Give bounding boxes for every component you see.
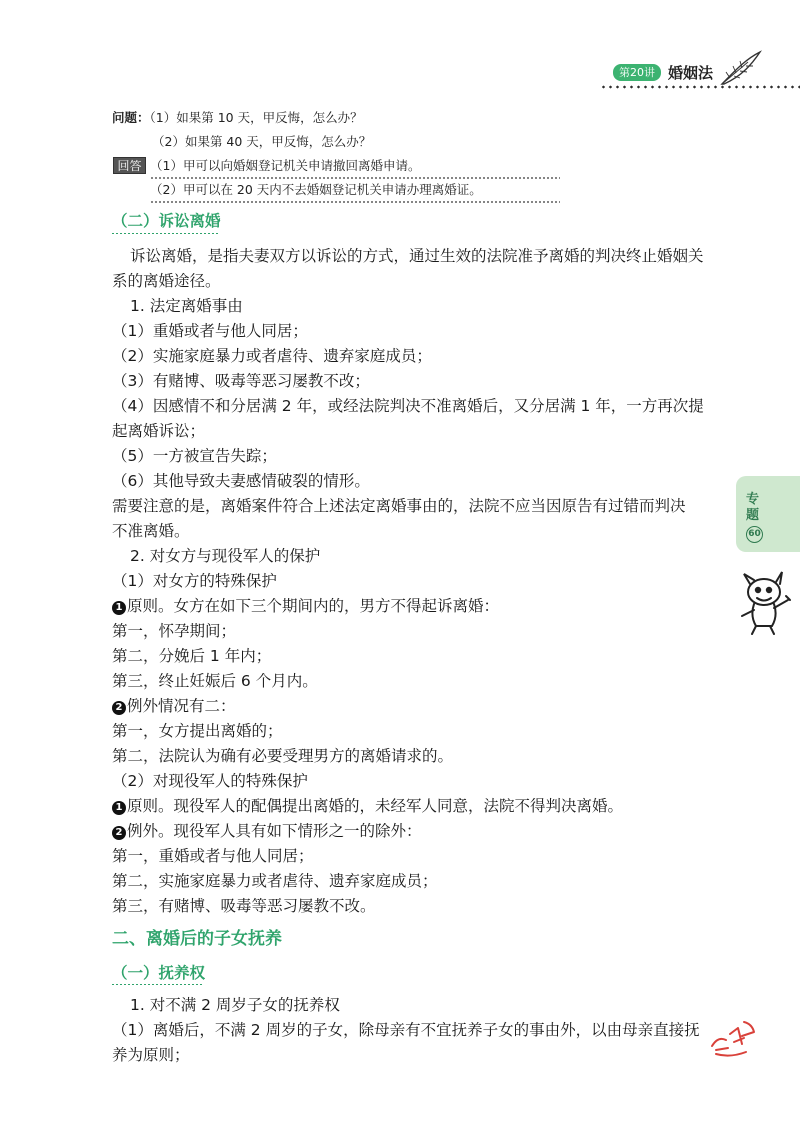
sub-heading-custody: （一）抚养权 xyxy=(112,964,206,982)
principle-text: 原则。现役军人的配偶提出离婚的，未经军人同意，法院不得判决离婚。 xyxy=(127,797,624,815)
feather-icon xyxy=(718,48,762,88)
list-item: 第一，重婚或者与他人同居； xyxy=(112,847,314,865)
list-item: 第二，法院认为确有必要受理男方的离婚请求的。 xyxy=(112,747,454,765)
exception-line xyxy=(112,820,422,842)
paragraph-line: 需要注意的是，离婚案件符合上述法定离婚事由的，法院不应当因原告有过错而判决 xyxy=(112,497,686,515)
exception-line xyxy=(112,695,236,717)
list-item: （4）因感情不和分居满 2 年，或经法院判决不准离婚后，又分居满 1 年，一方再次提 xyxy=(112,397,704,415)
principle-line xyxy=(112,795,623,817)
list-item: （5）一方被宣告失踪； xyxy=(112,447,277,465)
number-badge: 1 xyxy=(112,601,126,615)
answer-dotted-rule xyxy=(150,177,560,179)
answer-label: 回答 xyxy=(113,157,146,174)
paragraph-line: 不准离婚。 xyxy=(112,522,190,540)
principle-line xyxy=(112,595,499,617)
side-tab-number: 60 xyxy=(746,526,763,543)
number-badge: 2 xyxy=(112,701,126,715)
list-item: 第一，怀孕期间； xyxy=(112,622,237,640)
section-heading-child-custody: 二、离婚后的子女抚养 xyxy=(112,929,282,949)
exception-text: 例外。现役军人具有如下情形之一的除外： xyxy=(127,822,422,840)
list-heading: 2. 对女方与现役军人的保护 xyxy=(130,547,321,565)
number-badge: 1 xyxy=(112,801,126,815)
list-item: （3）有赌博、吸毒等恶习屡教不改； xyxy=(112,372,370,390)
list-item: 第三，有赌博、吸毒等恶习屡教不改。 xyxy=(112,897,376,915)
page-header xyxy=(0,0,800,100)
list-item: （1）重婚或者与他人同居； xyxy=(112,322,308,340)
question-text: （1）如果第 10 天，甲反悔，怎么办？ xyxy=(149,110,363,125)
question-label: 问题： xyxy=(112,110,150,125)
number-badge: 2 xyxy=(112,826,126,840)
decorative-stamp-icon xyxy=(704,1010,764,1060)
sub-heading-litigation-divorce: （二）诉讼离婚 xyxy=(112,212,221,230)
header-dotted-rule xyxy=(600,85,800,89)
list-item: （6）其他导致夫妻感情破裂的情形。 xyxy=(112,472,370,490)
list-item: 第二，实施家庭暴力或者虐待、遗弃家庭成员； xyxy=(112,872,438,890)
answer-1: （1）甲可以向婚姻登记机关申请撤回离婚申请。 xyxy=(150,158,421,173)
list-item: 第二，分娩后 1 年内； xyxy=(112,647,272,665)
sub-heading-underline xyxy=(112,984,204,985)
paragraph-line: 养为原则； xyxy=(112,1046,190,1064)
paragraph-line: （1）离婚后，不满 2 周岁的子女，除母亲有不宜抚养子女的事由外，以由母亲直接抚 xyxy=(112,1021,700,1039)
list-item: （2）实施家庭暴力或者虐待、遗弃家庭成员； xyxy=(112,347,432,365)
question-1 xyxy=(112,110,363,126)
list-heading: （2）对现役军人的特殊保护 xyxy=(112,772,308,790)
question-2: （2）如果第 40 天，甲反悔，怎么办？ xyxy=(152,134,372,149)
principle-text: 原则。女方在如下三个期间内的，男方不得起诉离婚： xyxy=(127,597,500,615)
list-heading: 1. 法定离婚事由 xyxy=(130,297,243,315)
sub-heading-underline xyxy=(112,233,218,234)
list-item: 第一，女方提出离婚的； xyxy=(112,722,283,740)
side-tab-label: 专题 xyxy=(746,492,760,523)
chapter-title: 婚姻法 xyxy=(668,64,714,82)
answer-dotted-rule xyxy=(150,201,560,203)
lecture-badge: 第20讲 xyxy=(613,64,661,81)
exception-text: 例外情况有二： xyxy=(127,697,236,715)
cartoon-mascot-icon xyxy=(736,570,796,636)
list-item: 起离婚诉讼； xyxy=(112,422,206,440)
paragraph-line: 系的离婚途径。 xyxy=(112,272,221,290)
list-item: 第三，终止妊娠后 6 个月内。 xyxy=(112,672,318,690)
paragraph-line: 诉讼离婚，是指夫妻双方以诉讼的方式，通过生效的法院准予离婚的判决终止婚姻关 xyxy=(130,247,704,265)
list-heading: 1. 对不满 2 周岁子女的抚养权 xyxy=(130,996,340,1014)
answer-2: （2）甲可以在 20 天内不去婚姻登记机关申请办理离婚证。 xyxy=(150,182,482,197)
list-heading: （1）对女方的特殊保护 xyxy=(112,572,277,590)
